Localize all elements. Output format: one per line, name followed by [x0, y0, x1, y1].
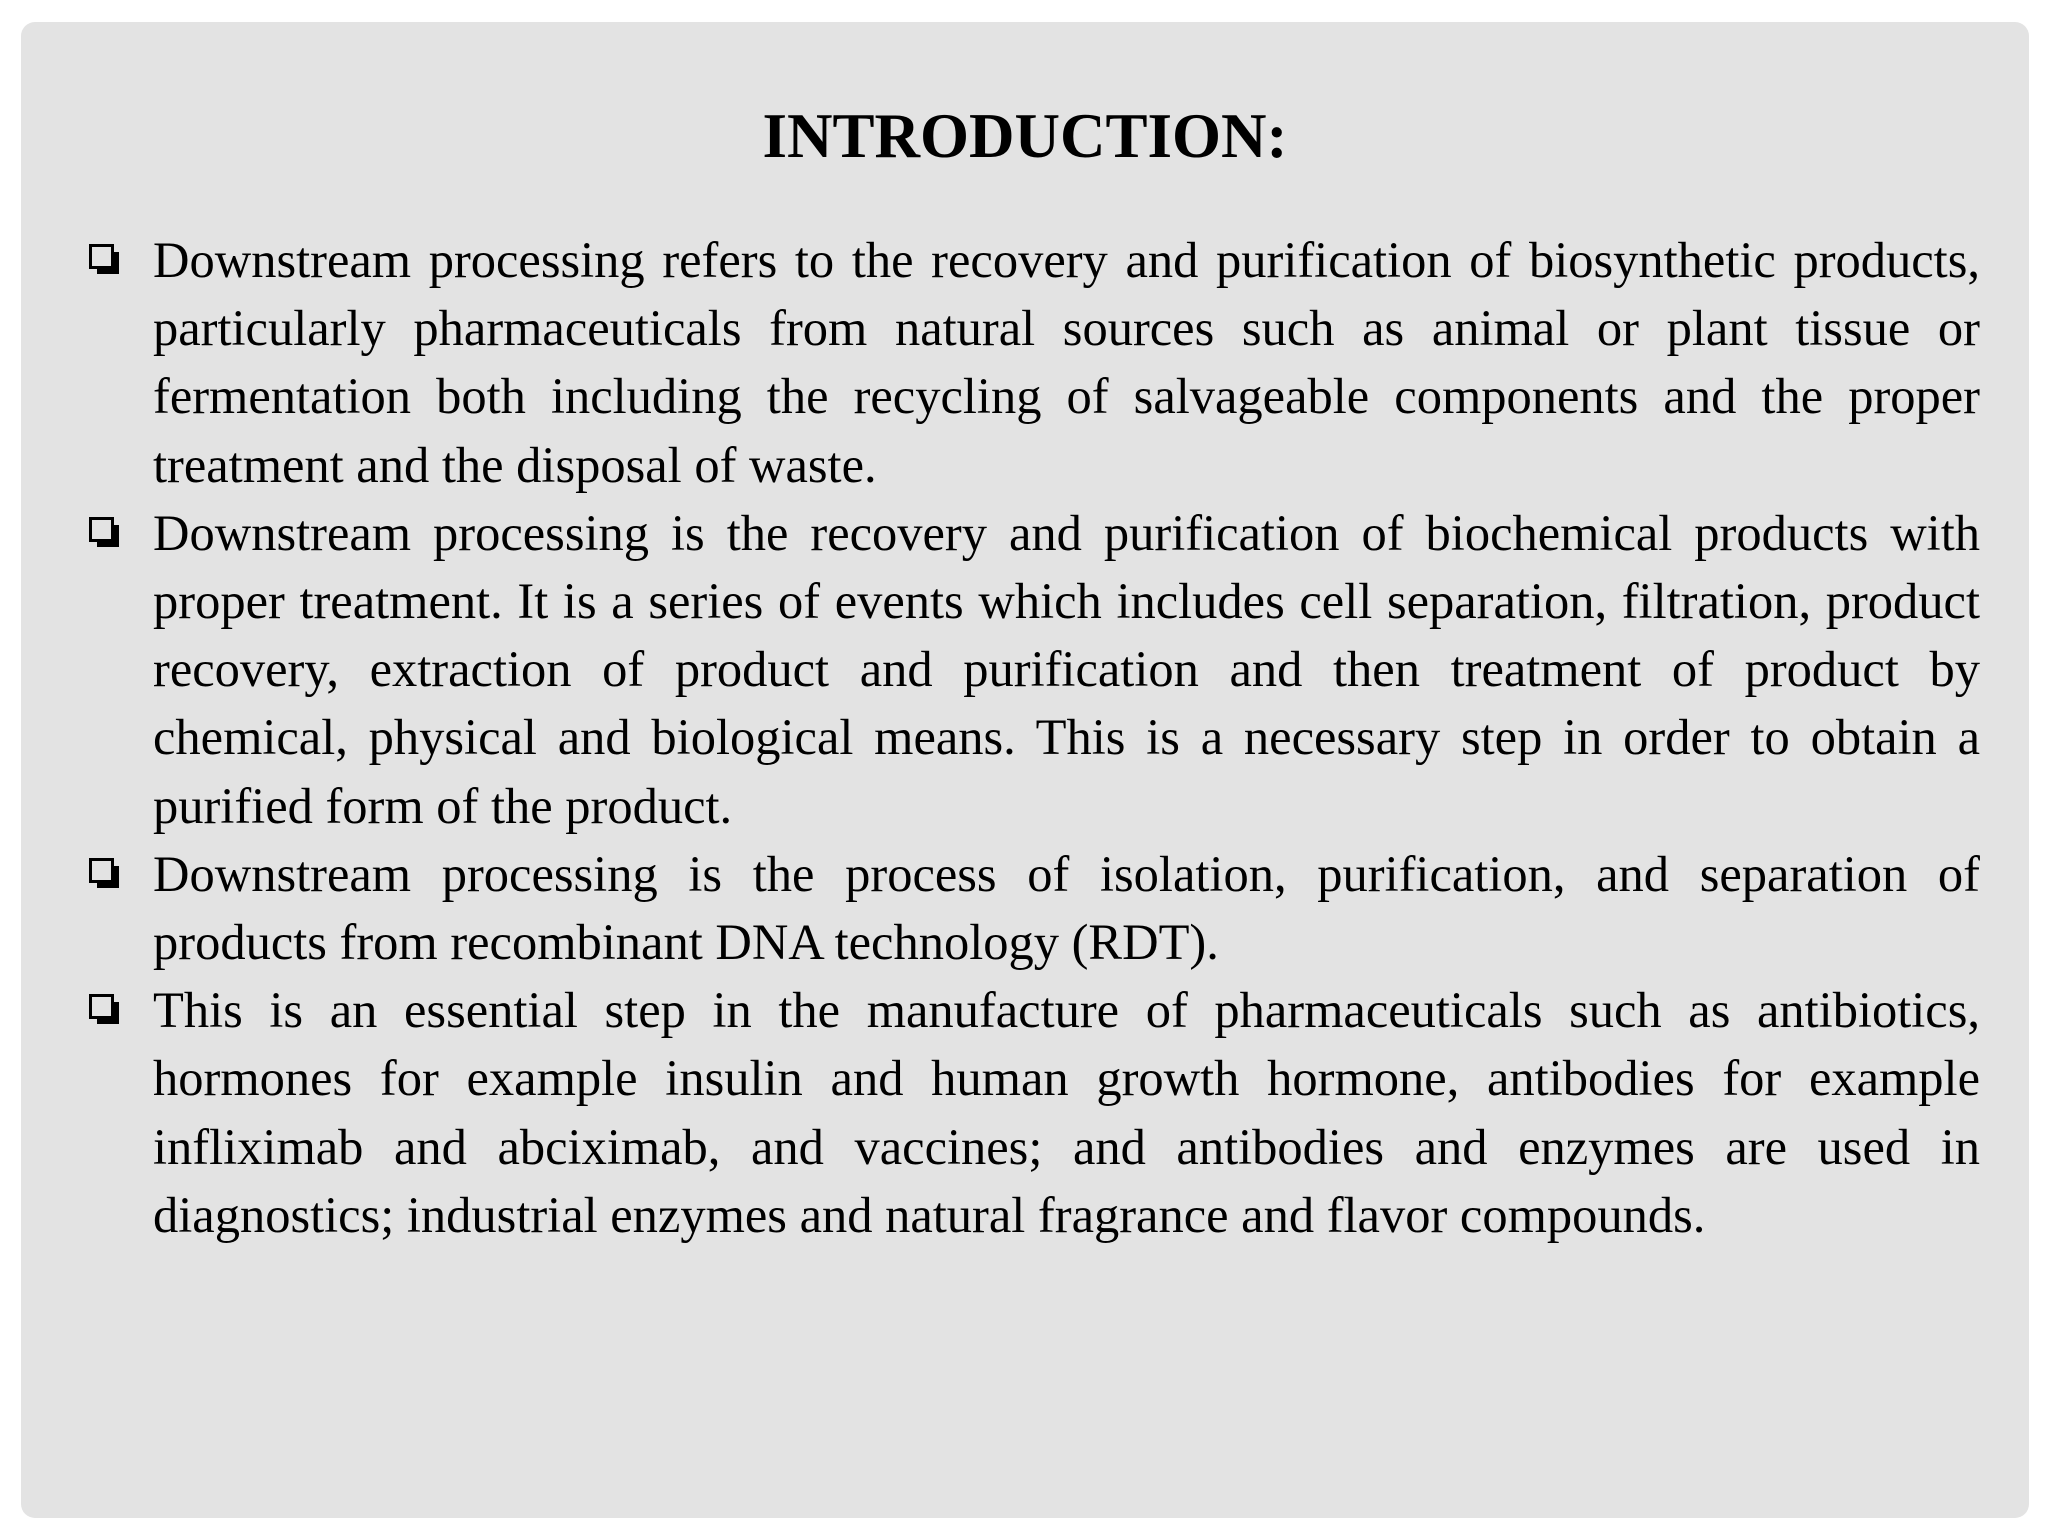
bullet-list	[131, 226, 1980, 1249]
bullet-item	[131, 226, 1980, 499]
bullet-item	[131, 499, 1980, 840]
bullet-item	[131, 976, 1980, 1249]
checkbox-square-icon	[89, 994, 119, 1024]
bullet-text: Downstream processing is the process of isolation, purification, and separation of products from recombinant DNA technology (RDT).	[153, 845, 1980, 971]
bullet-item	[131, 840, 1980, 976]
slide-title: INTRODUCTION:	[762, 101, 1288, 171]
bullet-text: This is an essential step in the manufacture of pharmaceuticals such as antibiotics, hormones for example insulin and human growth hormone, antibodies for example infliximab and abciximab, and vaccines; and antibodies and enzymes are used in diagnostics; industrial enzymes and natural fragrance and flavor compounds.	[153, 982, 1980, 1243]
bullet-text: Downstream processing refers to the recovery and purification of biosynthetic products, particularly pharmaceuticals from natural sources such as animal or plant tissue or fermentation both including the recycling of salvageable components and the proper treatment and the disposal of waste.	[153, 232, 1980, 493]
bullet-text: Downstream processing is the recovery and purification of biochemical products with proper treatment. It is a series of events which includes cell separation, filtration, product recovery, extraction of product and purification and then treatment of product by chemical, physical and biological means. This is a necessary step in order to obtain a purified form of the product.	[153, 504, 1980, 834]
checkbox-square-icon	[89, 858, 119, 888]
checkbox-square-icon	[89, 244, 119, 274]
checkbox-square-icon	[89, 517, 119, 547]
slide	[21, 22, 2029, 1518]
